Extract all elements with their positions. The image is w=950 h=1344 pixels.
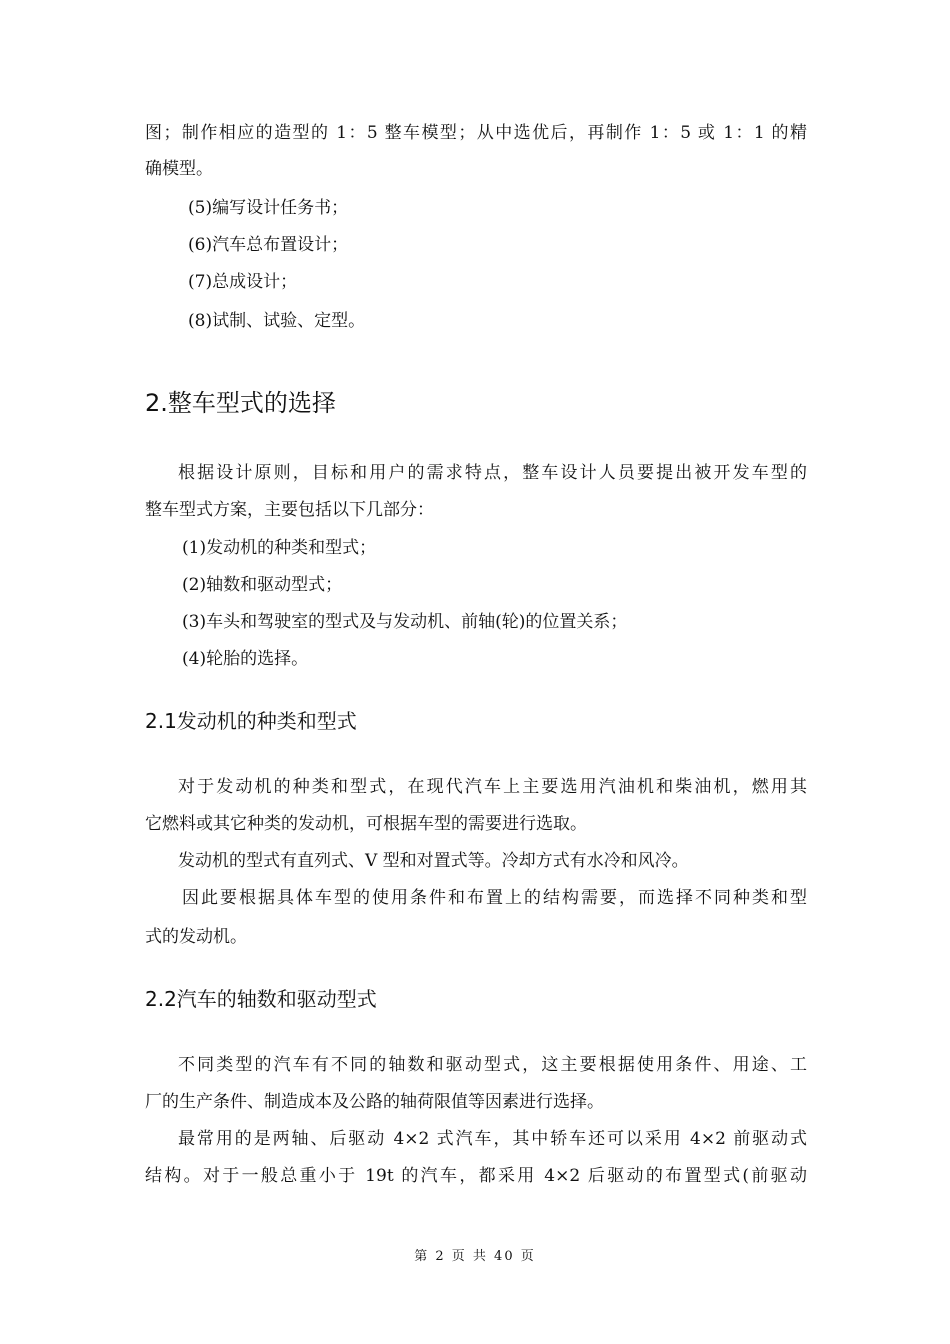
paragraph-line: 厂的生产条件、制造成本及公路的轴荷限值等因素进行选择。 <box>145 1092 604 1112</box>
list-item: (3)车头和驾驶室的型式及与发动机、前轴(轮)的位置关系； <box>182 612 628 632</box>
subsection-heading: 2.2汽车的轴数和驱动型式 <box>145 987 377 1011</box>
paragraph-line: 发动机的型式有直列式、V 型和对置式等。冷却方式有水冷和风冷。 <box>178 851 689 871</box>
list-item: (5)编写设计任务书； <box>188 198 349 218</box>
list-item: (2)轴数和驱动型式； <box>182 575 343 595</box>
paragraph-line: 不同类型的汽车有不同的轴数和驱动型式，这主要根据使用条件、用途、工 <box>178 1055 807 1075</box>
paragraph-line: 对于发动机的种类和型式，在现代汽车上主要选用汽油机和柴油机，燃用其 <box>178 777 807 797</box>
page-footer: 第 2 页 共 40 页 <box>414 1249 536 1264</box>
list-item: (8)试制、试验、定型。 <box>188 311 366 331</box>
paragraph-line: 它燃料或其它种类的发动机，可根据车型的需要进行选取。 <box>145 814 587 834</box>
list-item: (7)总成设计； <box>188 272 298 292</box>
section-heading: 2.整车型式的选择 <box>145 389 336 417</box>
list-item: (6)汽车总布置设计； <box>188 235 349 255</box>
paragraph-line: 因此要根据具体车型的使用条件和布置上的结构需要，而选择不同种类和型 <box>182 888 807 908</box>
paragraph-line: 确模型。 <box>145 159 213 179</box>
paragraph-line: 整车型式方案，主要包括以下几部分： <box>145 500 434 520</box>
list-item: (1)发动机的种类和型式； <box>182 538 377 558</box>
paragraph-line: 根据设计原则，目标和用户的需求特点，整车设计人员要提出被开发车型的 <box>178 463 807 483</box>
paragraph-line: 结构。对于一般总重小于 19t 的汽车，都采用 4×2 后驱动的布置型式(前驱动 <box>145 1166 807 1186</box>
paragraph-line: 图；制作相应的造型的 1：5 整车模型；从中选优后，再制作 1：5 或 1：1 的精 <box>145 123 807 143</box>
paragraph-line: 最常用的是两轴、后驱动 4×2 式汽车，其中轿车还可以采用 4×2 前驱动式 <box>178 1129 807 1149</box>
paragraph-line: 式的发动机。 <box>145 927 247 947</box>
subsection-heading: 2.1发动机的种类和型式 <box>145 709 357 733</box>
list-item: (4)轮胎的选择。 <box>182 649 309 669</box>
